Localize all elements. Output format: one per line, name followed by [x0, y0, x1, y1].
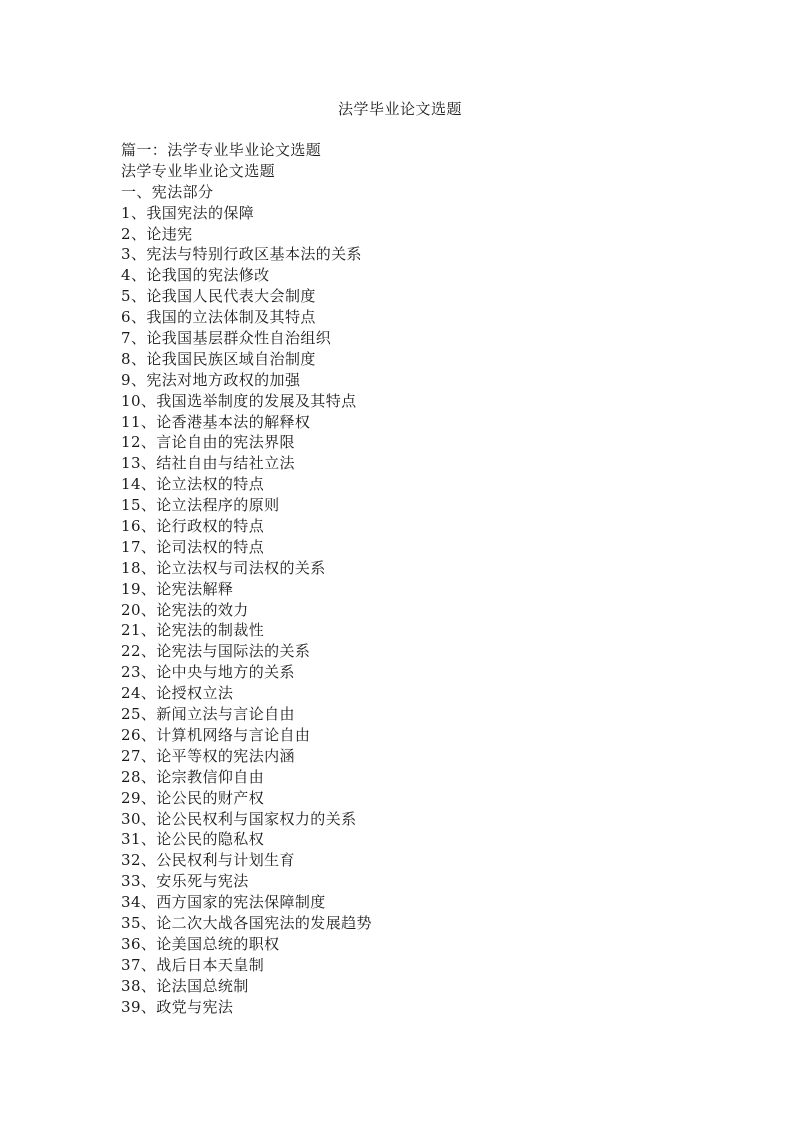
topic-item: 9、宪法对地方政权的加强	[121, 370, 301, 389]
topic-item: 27、论平等权的宪法内涵	[121, 746, 295, 765]
document-body	[121, 140, 721, 1017]
topic-item: 37、战后日本天皇制	[121, 955, 265, 974]
topic-item: 38、论法国总统制	[121, 976, 249, 995]
topic-item: 20、论宪法的效力	[121, 600, 249, 619]
topic-item: 7、论我国基层群众性自治组织	[121, 329, 332, 348]
topic-item: 36、论美国总统的职权	[121, 934, 280, 953]
topic-item: 21、论宪法的制裁性	[121, 621, 265, 640]
topic-item: 15、论立法程序的原则	[121, 496, 280, 515]
topic-item: 10、我国选举制度的发展及其特点	[121, 391, 357, 410]
topic-item: 25、新闻立法与言论自由	[121, 705, 295, 724]
topic-item: 31、论公民的隐私权	[121, 830, 265, 849]
topic-item: 5、论我国人民代表大会制度	[121, 287, 316, 306]
topic-item: 33、安乐死与宪法	[121, 872, 249, 891]
topic-item: 4、论我国的宪法修改	[121, 266, 270, 285]
topic-item: 19、论宪法解释	[121, 579, 234, 598]
topic-item: 13、结社自由与结社立法	[121, 454, 295, 473]
topic-item: 39、政党与宪法	[121, 997, 234, 1016]
topic-list	[121, 203, 721, 1018]
topic-item: 29、论公民的财产权	[121, 788, 265, 807]
topic-item: 28、论宗教信仰自由	[121, 767, 265, 786]
topic-item: 24、论授权立法	[121, 684, 234, 703]
topic-item: 17、论司法权的特点	[121, 537, 265, 556]
topic-item: 1、我国宪法的保障	[121, 203, 255, 222]
section-heading: 一、宪法部分	[121, 182, 214, 201]
topic-item: 35、论二次大战各国宪法的发展趋势	[121, 913, 372, 932]
topic-item: 12、言论自由的宪法界限	[121, 433, 295, 452]
topic-item: 11、论香港基本法的解释权	[121, 412, 311, 431]
document-subtitle: 法学专业毕业论文选题	[121, 161, 276, 180]
topic-item: 8、论我国民族区域自治制度	[121, 349, 316, 368]
topic-item: 2、论违宪	[121, 224, 193, 243]
topic-item: 32、公民权利与计划生育	[121, 851, 295, 870]
topic-item: 23、论中央与地方的关系	[121, 663, 295, 682]
topic-item: 16、论行政权的特点	[121, 517, 265, 536]
topic-item: 14、论立法权的特点	[121, 475, 265, 494]
topic-item: 18、论立法权与司法权的关系	[121, 558, 326, 577]
topic-item: 34、西方国家的宪法保障制度	[121, 893, 326, 912]
topic-item: 26、计算机网络与言论自由	[121, 725, 311, 744]
topic-item: 6、我国的立法体制及其特点	[121, 308, 316, 327]
document-title: 法学毕业论文选题	[337, 100, 462, 118]
topic-item: 30、论公民权利与国家权力的关系	[121, 809, 357, 828]
topic-item: 22、论宪法与国际法的关系	[121, 642, 311, 661]
header-line: 篇一：法学专业毕业论文选题	[121, 141, 322, 159]
topic-item: 3、宪法与特别行政区基本法的关系	[121, 245, 362, 264]
